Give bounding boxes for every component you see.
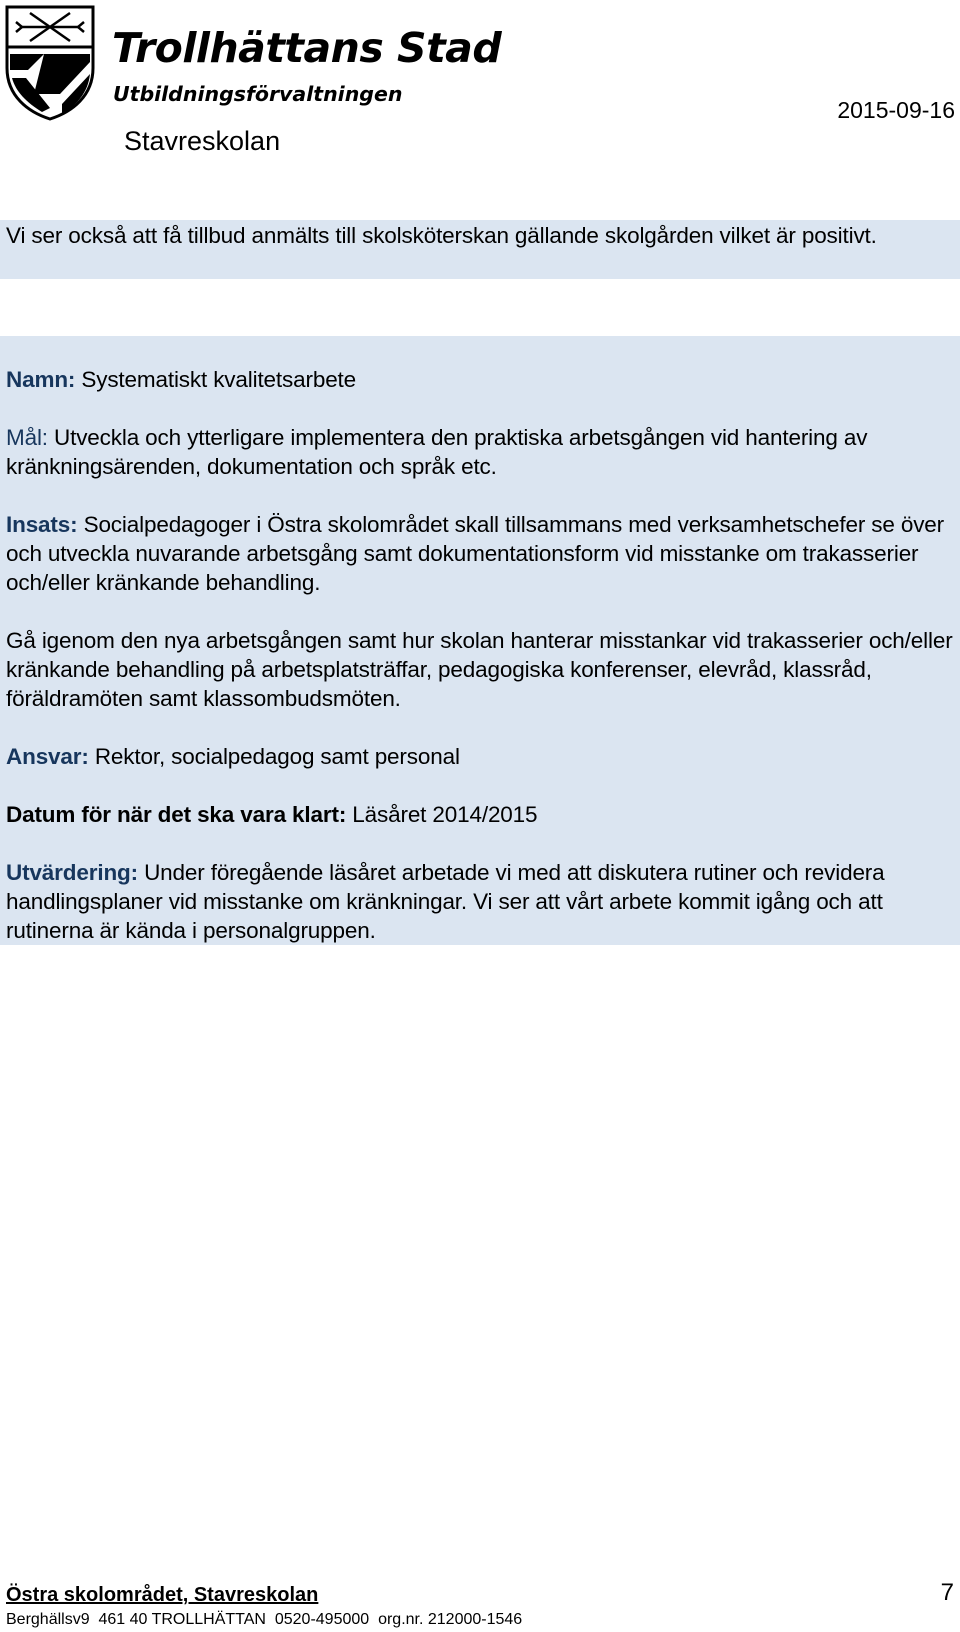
evaluation-paragraph xyxy=(6,858,954,945)
name-label: Namn: xyxy=(6,367,76,392)
goal-paragraph xyxy=(6,423,954,481)
deadline-label: Datum för när det ska vara klart: xyxy=(6,802,347,827)
page-number: 7 xyxy=(940,1579,954,1606)
name-value: Systematiskt kvalitetsarbete xyxy=(75,367,357,392)
document-date: 2015-09-16 xyxy=(837,97,955,123)
goal-label: Mål: xyxy=(6,425,48,450)
evaluation-label: Utvärdering: xyxy=(6,860,138,885)
responsible-label: Ansvar: xyxy=(6,744,89,769)
deadline-paragraph xyxy=(6,800,954,829)
name-paragraph xyxy=(6,365,954,394)
evaluation-value: Under föregående läsåret arbetade vi med att diskutera rutiner och revidera handlingsplaner vid misstanke om kränkningar. Vi ser att vårt arbete kommit igång och att rutinerna är kända i personalgruppen. xyxy=(6,860,885,943)
effort-paragraph xyxy=(6,510,954,597)
effort-extra-paragraph: Gå igenom den nya arbetsgången samt hur skolan hanterar misstankar vid trakasserier och/eller kränkande behandling på arbetsplatsträffar, pedagogiska konferenser, elevråd, klassråd, föräldramöten samt klassombudsmöten. xyxy=(6,628,953,711)
coat-of-arms-icon xyxy=(4,4,96,122)
responsible-paragraph xyxy=(6,742,954,771)
effort-label: Insats: xyxy=(6,512,78,537)
footer-title: Östra skolområdet, Stavreskolan xyxy=(6,1584,319,1606)
school-name: Stavreskolan xyxy=(124,126,281,156)
goal-section xyxy=(0,336,960,945)
deadline-value: Läsåret 2014/2015 xyxy=(346,802,538,827)
effort-value: Socialpedagoger i Östra skolområdet skall tillsammans med verksamhetschefer se över och utveckla nuvarande arbetsgång samt dokumentationsform vid misstanke om trakasserier och/eller kränkande behandling. xyxy=(6,512,944,595)
intro-text: Vi ser också att få tillbud anmälts till skolsköterskan gällande skolgården vilket är positivt. xyxy=(6,223,877,248)
responsible-value: Rektor, socialpedagog samt personal xyxy=(88,744,460,769)
footer-address: Berghällsv9 461 40 TROLLHÄTTAN 0520-495000 org.nr. 212000-1546 xyxy=(6,1611,523,1628)
organization-name: Trollhättans Stad xyxy=(112,24,502,72)
intro-box xyxy=(0,220,960,279)
goal-value: Utveckla och ytterligare implementera den praktiska arbetsgången vid hantering av kränkningsärenden, dokumentation och språk etc. xyxy=(6,425,868,479)
organization-department: Utbildningsförvaltningen xyxy=(113,82,403,106)
